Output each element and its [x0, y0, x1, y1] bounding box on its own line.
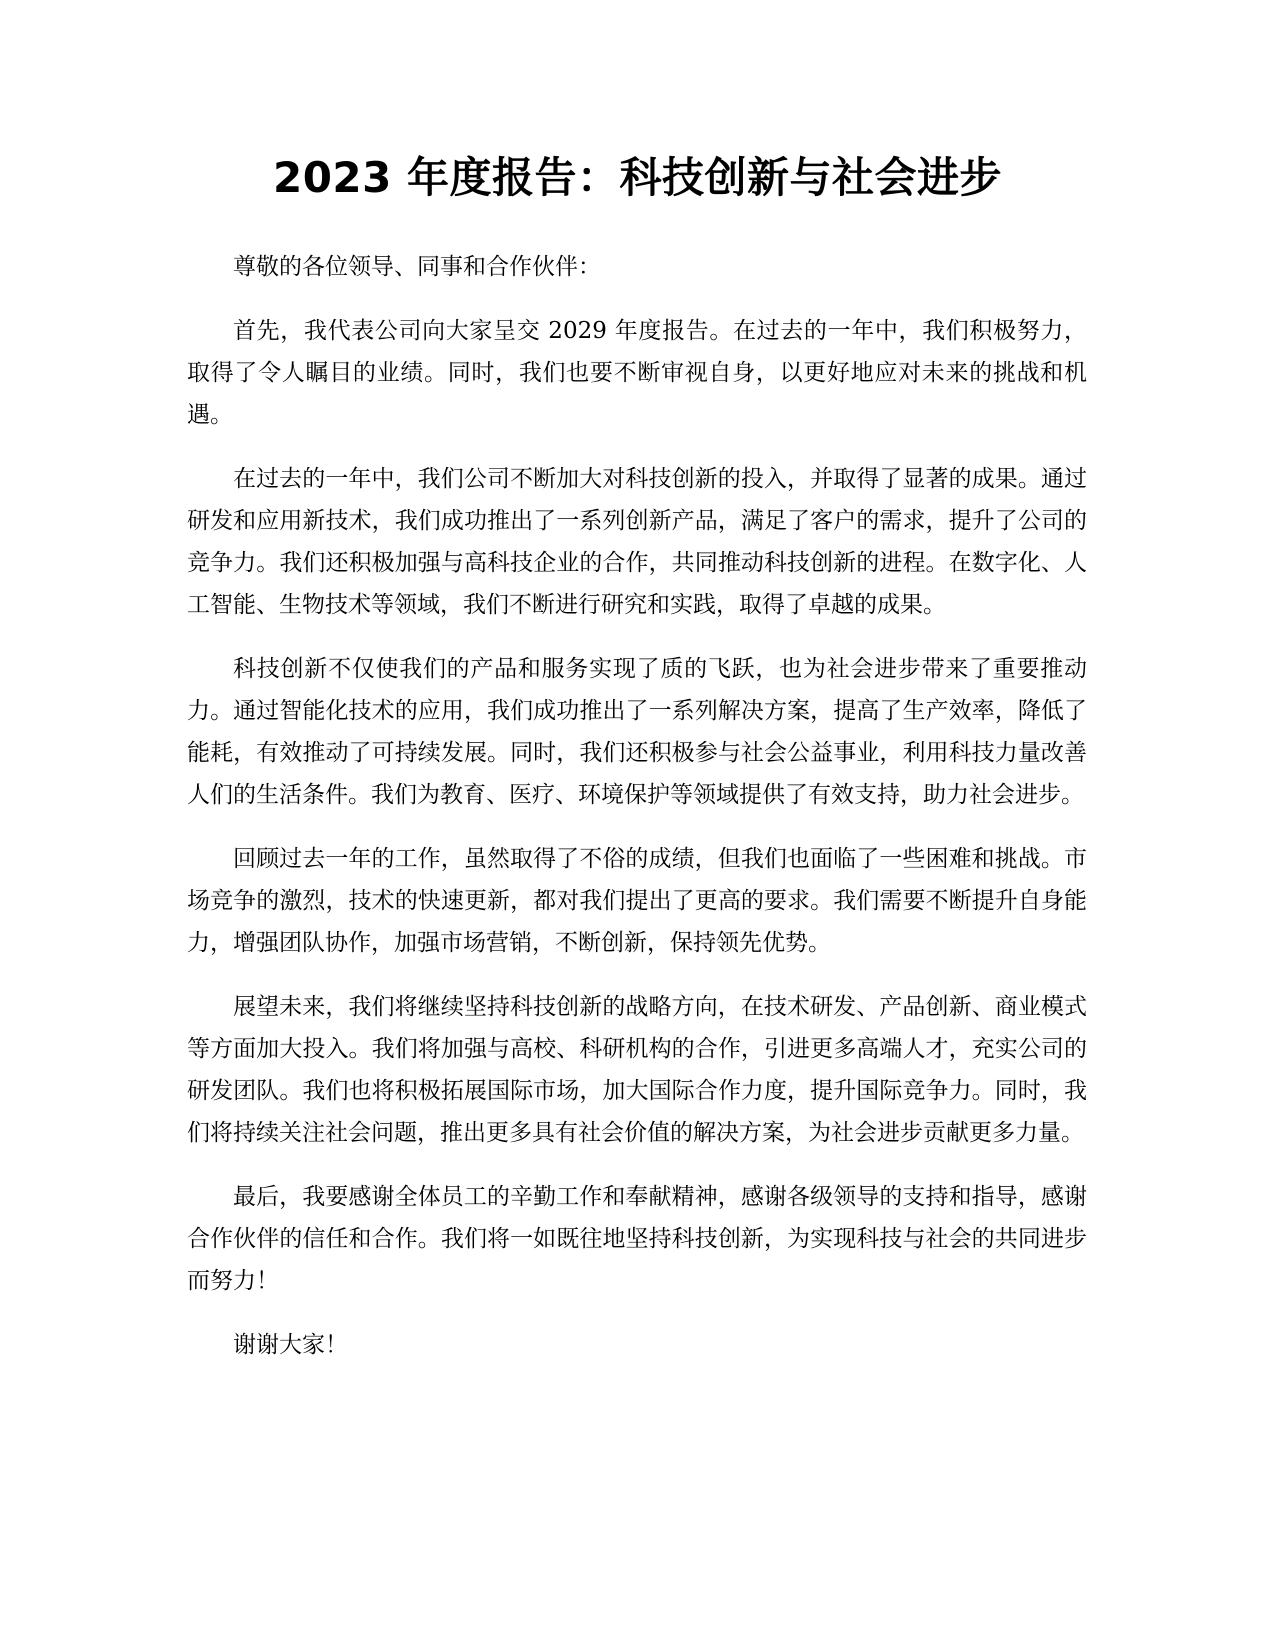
body-paragraph: 在过去的一年中，我们公司不断加大对科技创新的投入，并取得了显著的成果。通过研发和应用新技术，我们成功推出了一系列创新产品，满足了客户的需求，提升了公司的竞争力。我们还积极加强与高科技企业的合作，共同推动科技创新的进程。在数字化、人工智能、生物技术等领域，我们不断进行研究和实践，取得了卓越的成果。 [187, 466, 1087, 618]
document-body [187, 246, 1087, 1388]
closing-paragraph: 谢谢大家！ [233, 1332, 348, 1358]
body-paragraph: 科技创新不仅使我们的产品和服务实现了质的飞跃，也为社会进步带来了重要推动力。通过智能化技术的应用，我们成功推出了一系列解决方案，提高了生产效率，降低了能耗，有效推动了可持续发展。同时，我们还积极参与社会公益事业，利用科技力量改善人们的生活条件。我们为教育、医疗、环境保护等领域提供了有效支持，助力社会进步。 [187, 656, 1087, 808]
salutation-paragraph: 尊敬的各位领导、同事和合作伙伴： [233, 254, 601, 280]
body-paragraph: 回顾过去一年的工作，虽然取得了不俗的成绩，但我们也面临了一些困难和挑战。市场竞争的激烈，技术的快速更新，都对我们提出了更高的要求。我们需要不断提升自身能力，增强团队协作，加强市场营销，不断创新，保持领先优势。 [187, 846, 1087, 956]
body-paragraph: 展望未来，我们将继续坚持科技创新的战略方向，在技术研发、产品创新、商业模式等方面加大投入。我们将加强与高校、科研机构的合作，引进更多高端人才，充实公司的研发团队。我们也将积极拓展国际市场，加大国际合作力度，提升国际竞争力。同时，我们将持续关注社会问题，推出更多具有社会价值的解决方案，为社会进步贡献更多力量。 [187, 994, 1087, 1146]
body-paragraph: 首先，我代表公司向大家呈交 2029 年度报告。在过去的一年中，我们积极努力，取得了令人瞩目的业绩。同时，我们也要不断审视自身，以更好地应对未来的挑战和机遇。 [187, 318, 1087, 428]
document-title: 2023 年度报告：科技创新与社会进步 [272, 153, 1003, 202]
body-paragraph: 最后，我要感谢全体员工的辛勤工作和奉献精神，感谢各级领导的支持和指导，感谢合作伙伴的信任和合作。我们将一如既往地坚持科技创新，为实现科技与社会的共同进步而努力！ [187, 1184, 1087, 1294]
